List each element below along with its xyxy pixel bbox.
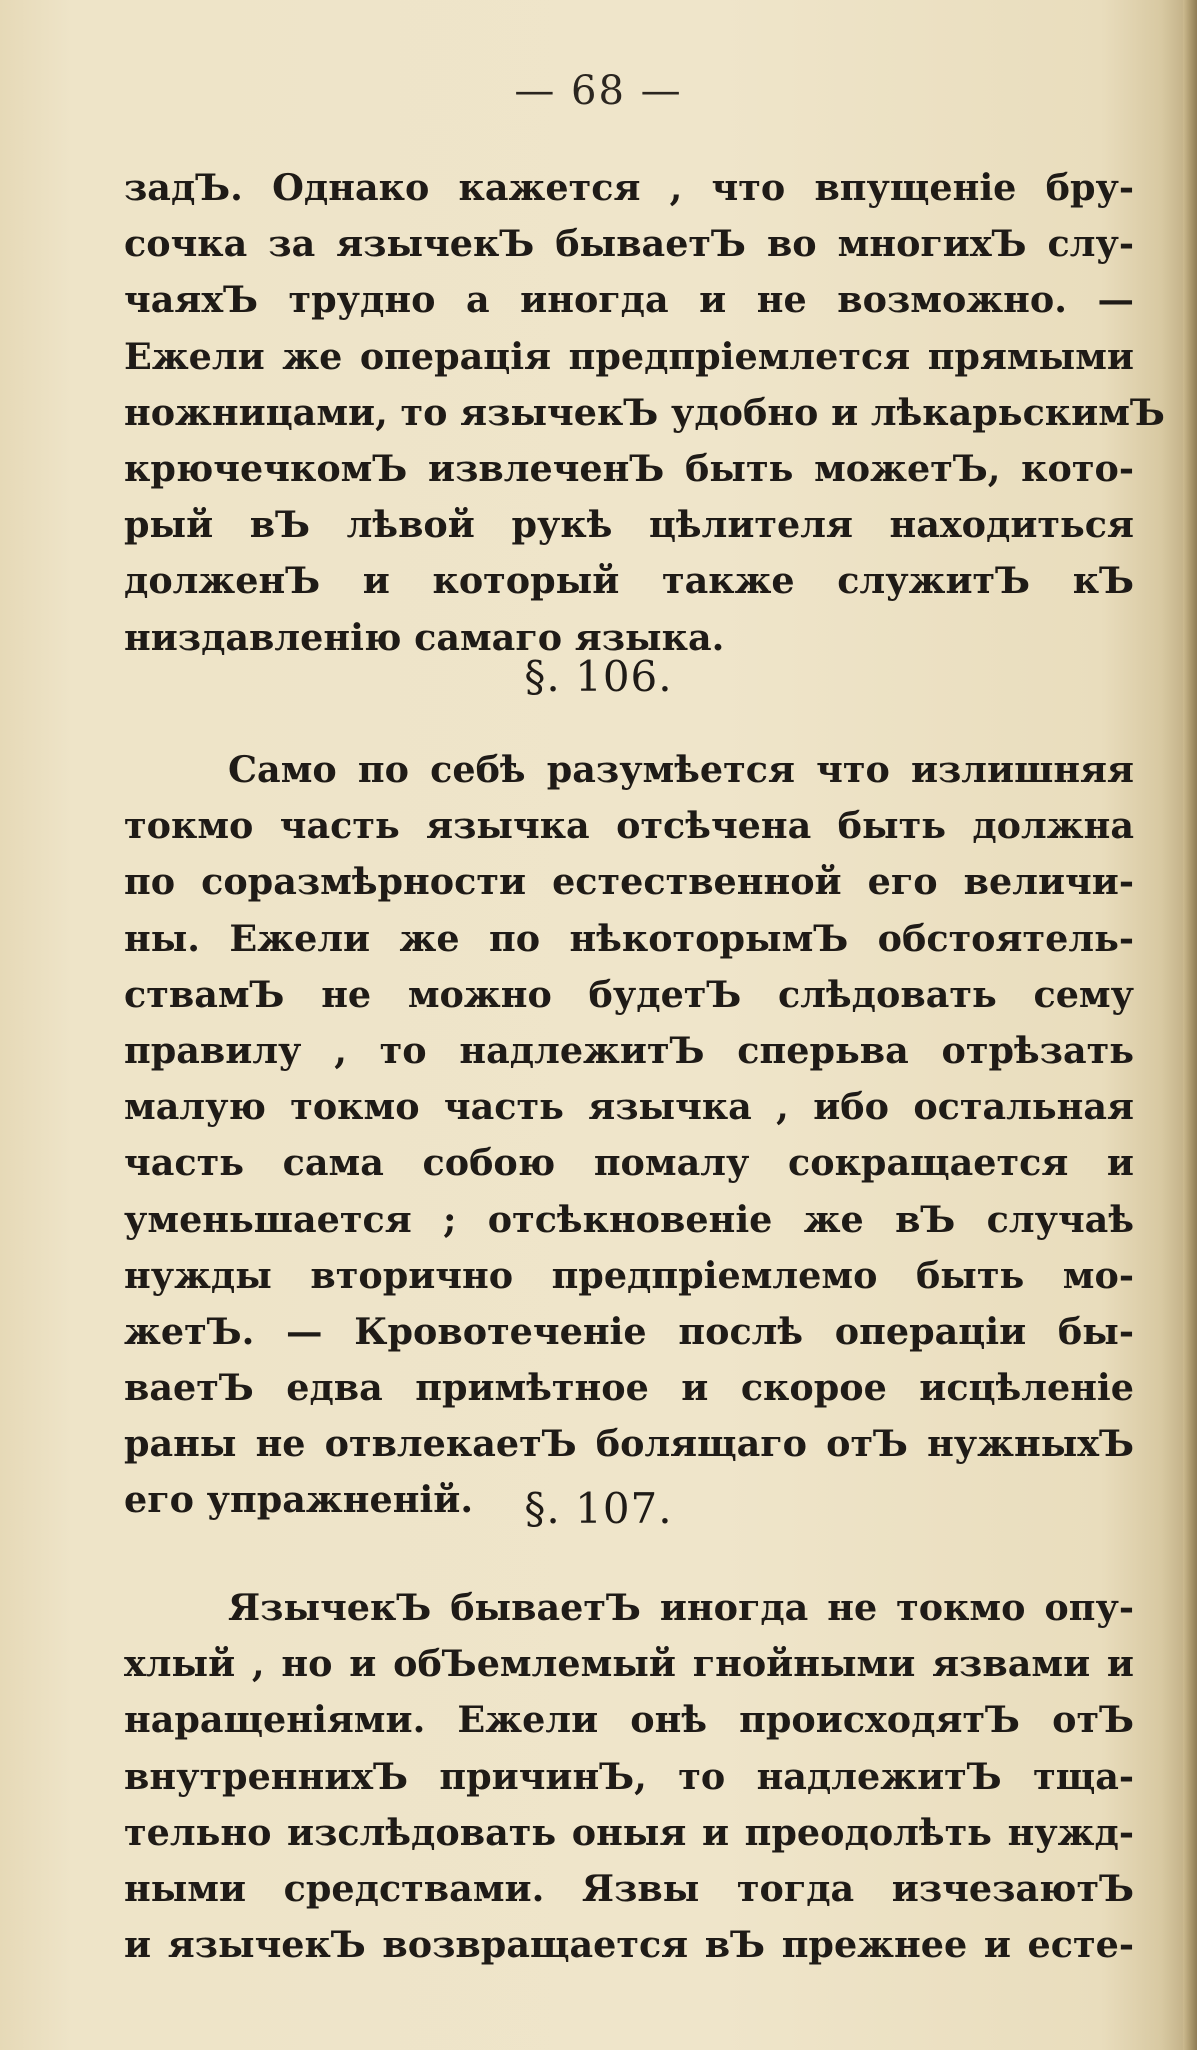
text-line: ваетЪ едва примѣтное и скорое исцѣленіе	[124, 1366, 1134, 1410]
text-line: малую токмо часть язычка , ибо остальная	[124, 1085, 1134, 1129]
text-line: хлый , но и обЪемлемый гнойными язвами и	[124, 1642, 1134, 1686]
text-line: жетЪ. — Кровотеченіе послѣ операціи бы-	[124, 1309, 1134, 1353]
section-heading-107: §. 107.	[524, 1484, 673, 1533]
text-line: рый вЪ лѣвой рукѣ цѣлителя находиться	[124, 503, 1134, 547]
paragraph-section-107	[124, 1580, 1134, 1973]
text-line: и язычекЪ возвращается вЪ прежнее и есте-	[124, 1923, 1134, 1967]
text-line: задЪ. Однако кажется , что впущеніе бру-	[124, 166, 1134, 209]
text-line: чаяхЪ трудно а иногда и не возможно. —	[124, 278, 1134, 322]
text-line: тельно изслѣдовать оныя и преодолѣть нужд-	[124, 1810, 1134, 1854]
paragraph-section-106	[124, 742, 1134, 1529]
text-line: крючечкомЪ извлеченЪ быть можетЪ, кото-	[124, 446, 1134, 490]
text-line: раны не отвлекаетЪ болящаго отЪ нужныхЪ	[124, 1422, 1134, 1466]
text-line: долженЪ и который также служитЪ кЪ	[124, 559, 1134, 603]
text-line: его упражненій.	[124, 1478, 474, 1522]
text-line: ны. Ежели же по нѣкоторымЪ обстоятель-	[124, 916, 1134, 960]
text-line: низдавленію самаго языка.	[124, 615, 725, 659]
text-line: по соразмѣрности естественной его величи-	[124, 860, 1134, 904]
text-line: нужды вторично предпріемлемо быть мо-	[124, 1253, 1134, 1297]
text-line: токмо часть язычка отсѣчена быть должна	[124, 804, 1134, 848]
text-line: часть сама собою помалу сокращается и	[124, 1141, 1134, 1185]
text-line: наращеніями. Ежели онѣ происходятЪ отЪ	[124, 1698, 1134, 1742]
text-line: сочка за язычекЪ бываетЪ во многихЪ слу-	[124, 222, 1134, 266]
text-line: Ежели же операція предпріемлется прямыми	[124, 334, 1134, 378]
paragraph-continuation	[124, 160, 1165, 666]
text-line: ствамЪ не можно будетЪ слѣдовать сему	[124, 972, 1134, 1016]
text-line: ЯзычекЪ бываетЪ иногда не токмо опу-	[228, 1586, 1134, 1629]
text-line: уменьшается ; отсѣкновеніе же вЪ случаѣ	[124, 1197, 1134, 1241]
text-line: правилу , то надлежитЪ сперьва отрѣзать	[124, 1028, 1134, 1072]
text-line: ножницами, то язычекЪ удобно и лѣкарьскимЪ	[124, 390, 1165, 434]
text-line: внутреннихЪ причинЪ, то надлежитЪ тща-	[124, 1754, 1134, 1798]
text-line: ными средствами. Язвы тогда изчезаютЪ	[124, 1866, 1134, 1910]
page-edge-shadow	[1183, 0, 1197, 2050]
section-heading-106: §. 106.	[524, 652, 673, 701]
page-number: — 68 —	[514, 68, 683, 114]
text-line: Само по себѣ разумѣется что излишняя	[228, 748, 1134, 791]
